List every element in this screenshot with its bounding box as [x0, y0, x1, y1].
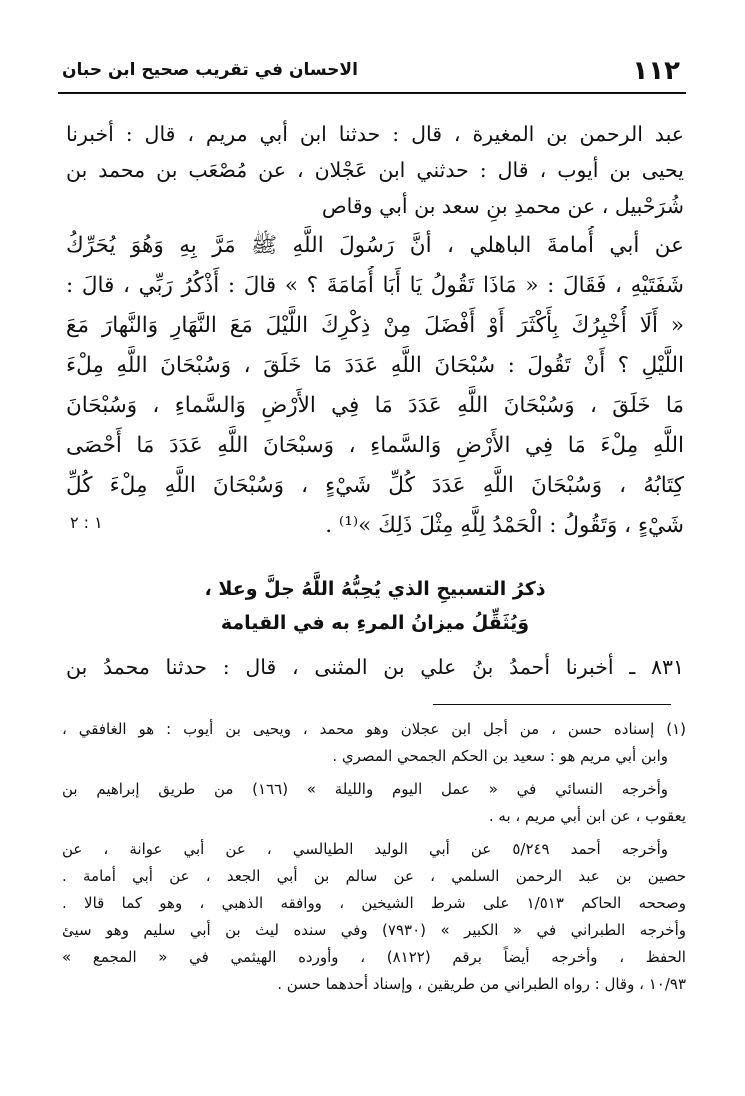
chapter-heading-line: وَيُثَقِّلُ ميزانُ المرءِ به في القيامة — [220, 612, 530, 634]
footnote-line: وأخرجه النسائي في « عمل اليوم والليلة » (١٦٦) من طريق إبراهيم بن — [62, 780, 668, 798]
footnote-line: ١٠/٩٣ ، وقال : رواه الطبراني من طريقين ، وإسناد أحدهما حسن . — [277, 975, 686, 993]
footnote-line: وأخرجه الطبراني في « الكبير » (٧٩٣٠) وفي سنده ليث بن أبي سليم وهو سيئ — [62, 921, 686, 939]
running-title: الاحسان في تقريب صحيح ابن حبان — [62, 60, 358, 80]
isnad-line: شُرَحْبيل ، عن محمدِ بنِ سعد بن أبي وقاص — [321, 194, 684, 218]
hadith-line: شَفَتَيْهِ ، فَقَالَ : « مَاذَا تَقُولُ يَا أَبَا أُمَامَةَ ؟ » قالَ : أَذْكُرُ رَبِّي ، قالَ : — [66, 273, 684, 298]
hadith-line: عن أبي أُمامةَ الباهلي ، أنَّ رَسُولَ اللَّهِ ﷺ مَرَّ بِهِ وَهُوَ يُحَرِّكُ — [66, 233, 684, 258]
footnote-line: (١) إسناده حسن ، من أجل ابن عجلان وهو محمد ، ويحيى بن أيوب : هو الغافقي ، — [62, 720, 686, 738]
hadith-line: مَا خَلَقَ ، وَسُبْحَانَ اللَّهِ عَدَدَ مَا فِي الأَرْضِ وَالسَّماءِ ، وَسُبْحَانَ — [66, 393, 684, 418]
side-reference: ١ : ٢ — [70, 513, 103, 532]
footnotes — [62, 716, 686, 998]
footnote-line: حصين بن عبد الرحمن السلمي ، عن سالم بن أبي الجعد ، عن أبي أمامة . — [62, 867, 686, 885]
isnad-line: عبد الرحمن بن المغيرة ، قال : حدثنا ابن أبي مريم ، قال : أخبرنا — [66, 122, 684, 146]
footnote-line: وأخرجه أحمد ٥/٢٤٩ عن أبي الوليد الطيالسي ، عن أبي عوانة ، عن — [62, 840, 669, 858]
page-number: ١١٢ — [632, 56, 680, 86]
header-rule — [58, 92, 686, 94]
hadith-line: « أَلَا أُخْبِرُكَ بِأَكْثَرَ أَوْ أَفْضَلَ مِنْ ذِكْرِكَ اللَّيْلَ مَعَ النَّهَارِ وَالنَّهارَ مَعَ — [66, 313, 684, 338]
page-header — [58, 48, 686, 92]
isnad-paragraph — [66, 116, 684, 224]
footnote-line: وصححه الحاكم ١/٥١٣ على شرط الشيخين ، ووافقه الذهبي ، وهو كما قالا . — [62, 894, 686, 912]
footnote-line: يعقوب ، عن ابن أبي مريم ، به . — [488, 807, 686, 825]
isnad-line: يحيى بن أيوب ، قال : حدثني ابن عَجْلان ، عن مُصْعَب بن محمد بن — [66, 158, 684, 182]
hadith-line: اللَّهِ مِلْءَ مَا فِي الأَرْضِ وَالسَّماءِ ، وَسبْحَانَ اللَّهِ عَدَدَ مَا أَحْصَى — [66, 433, 684, 458]
footnote-separator — [433, 704, 671, 705]
hadith-line: كِتَابُهُ ، وَسُبْحَانَ اللَّهِ عَدَدَ كُلِّ شَيْءٍ ، وَسُبْحَانَ اللَّهِ مِلْءَ كُلِّ — [66, 473, 684, 498]
hadith-text — [66, 226, 684, 546]
footnote-line: وابن أبي مريم هو : سعيد بن الحكم الجمحي المصري . — [332, 747, 668, 765]
next-hadith — [66, 650, 684, 684]
hadith-line: شَيْءٍ ، وَتَقُولُ : الْحَمْدُ لِلَّهِ مِثْلَ ذَلِكَ »⁽¹⁾ . — [325, 513, 684, 538]
hadith-line: اللَّيْلِ ؟ أَنْ تَقُولَ : سُبْحَانَ اللَّهِ عَدَدَ مَا خَلَقَ ، وَسُبْحَانَ اللَّهِ مِلْءَ — [66, 353, 684, 378]
footnote-line: الحفظ ، وأخرجه أيضاً برقم (٨١٢٢) ، وأورده الهيثمي في « المجمع » — [62, 948, 686, 966]
chapter-heading — [66, 572, 684, 640]
next-hadith-line: ٨٣١ ـ أخبرنا أحمدُ بنُ علي بن المثنى ، قال : حدثنا محمدُ بن — [66, 655, 684, 679]
chapter-heading-line: ذكرُ التسبيحِ الذي يُحِبُّهُ اللَّهُ جلَّ وعلا ، — [204, 578, 546, 600]
